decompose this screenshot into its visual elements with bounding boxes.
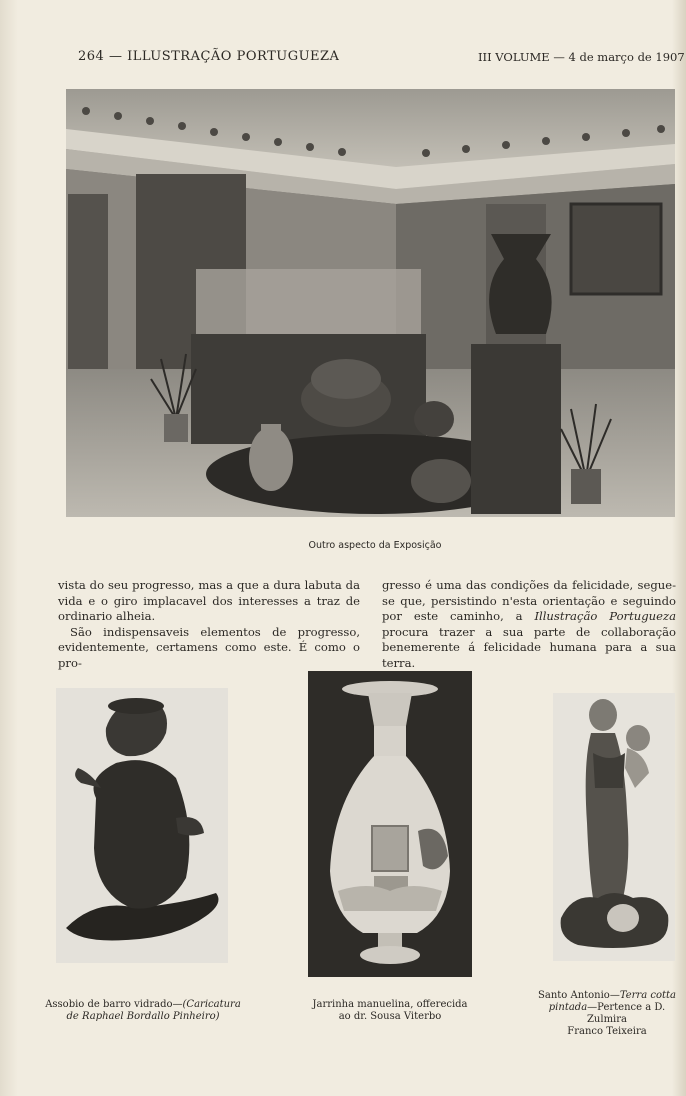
caption-text-italic: pintada bbox=[548, 1002, 588, 1013]
caption-text: Assobio de barro vidrado— bbox=[45, 999, 183, 1010]
article-column-left bbox=[58, 578, 360, 671]
caption-text: ao dr. Sousa Viterbo bbox=[338, 1011, 442, 1022]
running-header-title: 264 — ILLUSTRAÇÃO PORTUGUEZA bbox=[78, 49, 340, 64]
manueline-vase-caption bbox=[290, 999, 490, 1023]
article-text: procura trazer a sua parte de collaboração benemerente á felicidade humana para a sua terra. bbox=[382, 624, 676, 670]
article-column-right bbox=[382, 578, 676, 671]
caption-text: Santo Antonio— bbox=[538, 990, 620, 1001]
exhibition-photo-caption: Outro aspecto da Exposição bbox=[308, 540, 442, 551]
caption-text-italic: de Raphael Bordallo Pinheiro) bbox=[66, 1011, 220, 1022]
caption-text: —Pertence a D. Zulmira bbox=[586, 1002, 666, 1025]
caption-text: Franco Teixeira bbox=[567, 1026, 647, 1037]
caption-text-italic: (Caricatura bbox=[182, 999, 241, 1010]
caption-text: Jarrinha manuelina, offerecida bbox=[312, 999, 468, 1010]
santo-antonio-caption bbox=[532, 990, 682, 1038]
caption-text-italic: Terra cotta bbox=[619, 990, 676, 1001]
page-edge-shadow-left bbox=[0, 0, 18, 1096]
article-text: gresso é uma das condições da felicidade, segue-se que, persistindo n'esta orientação e seguindo por este caminho, a bbox=[382, 578, 676, 623]
running-header-date: III VOLUME — 4 de março de 1907 bbox=[478, 50, 685, 64]
clay-whistle-caption bbox=[28, 999, 258, 1023]
article-paragraph: vista do seu progresso, mas a que a dura labuta da vida e o giro implacavel dos interesses a traz de ordinario alheia. bbox=[58, 578, 360, 623]
clay-whistle-photo bbox=[56, 688, 228, 963]
magazine-title: Illustração Portugueza bbox=[534, 609, 676, 623]
exhibition-hall-photo bbox=[66, 89, 675, 517]
santo-antonio-statue-photo bbox=[553, 693, 675, 961]
manueline-vase-photo bbox=[308, 671, 472, 977]
article-paragraph: São indispensaveis elementos de progresso, evidentemente, certamens como este. É como o pro- bbox=[58, 624, 360, 670]
article-paragraph bbox=[382, 578, 676, 671]
